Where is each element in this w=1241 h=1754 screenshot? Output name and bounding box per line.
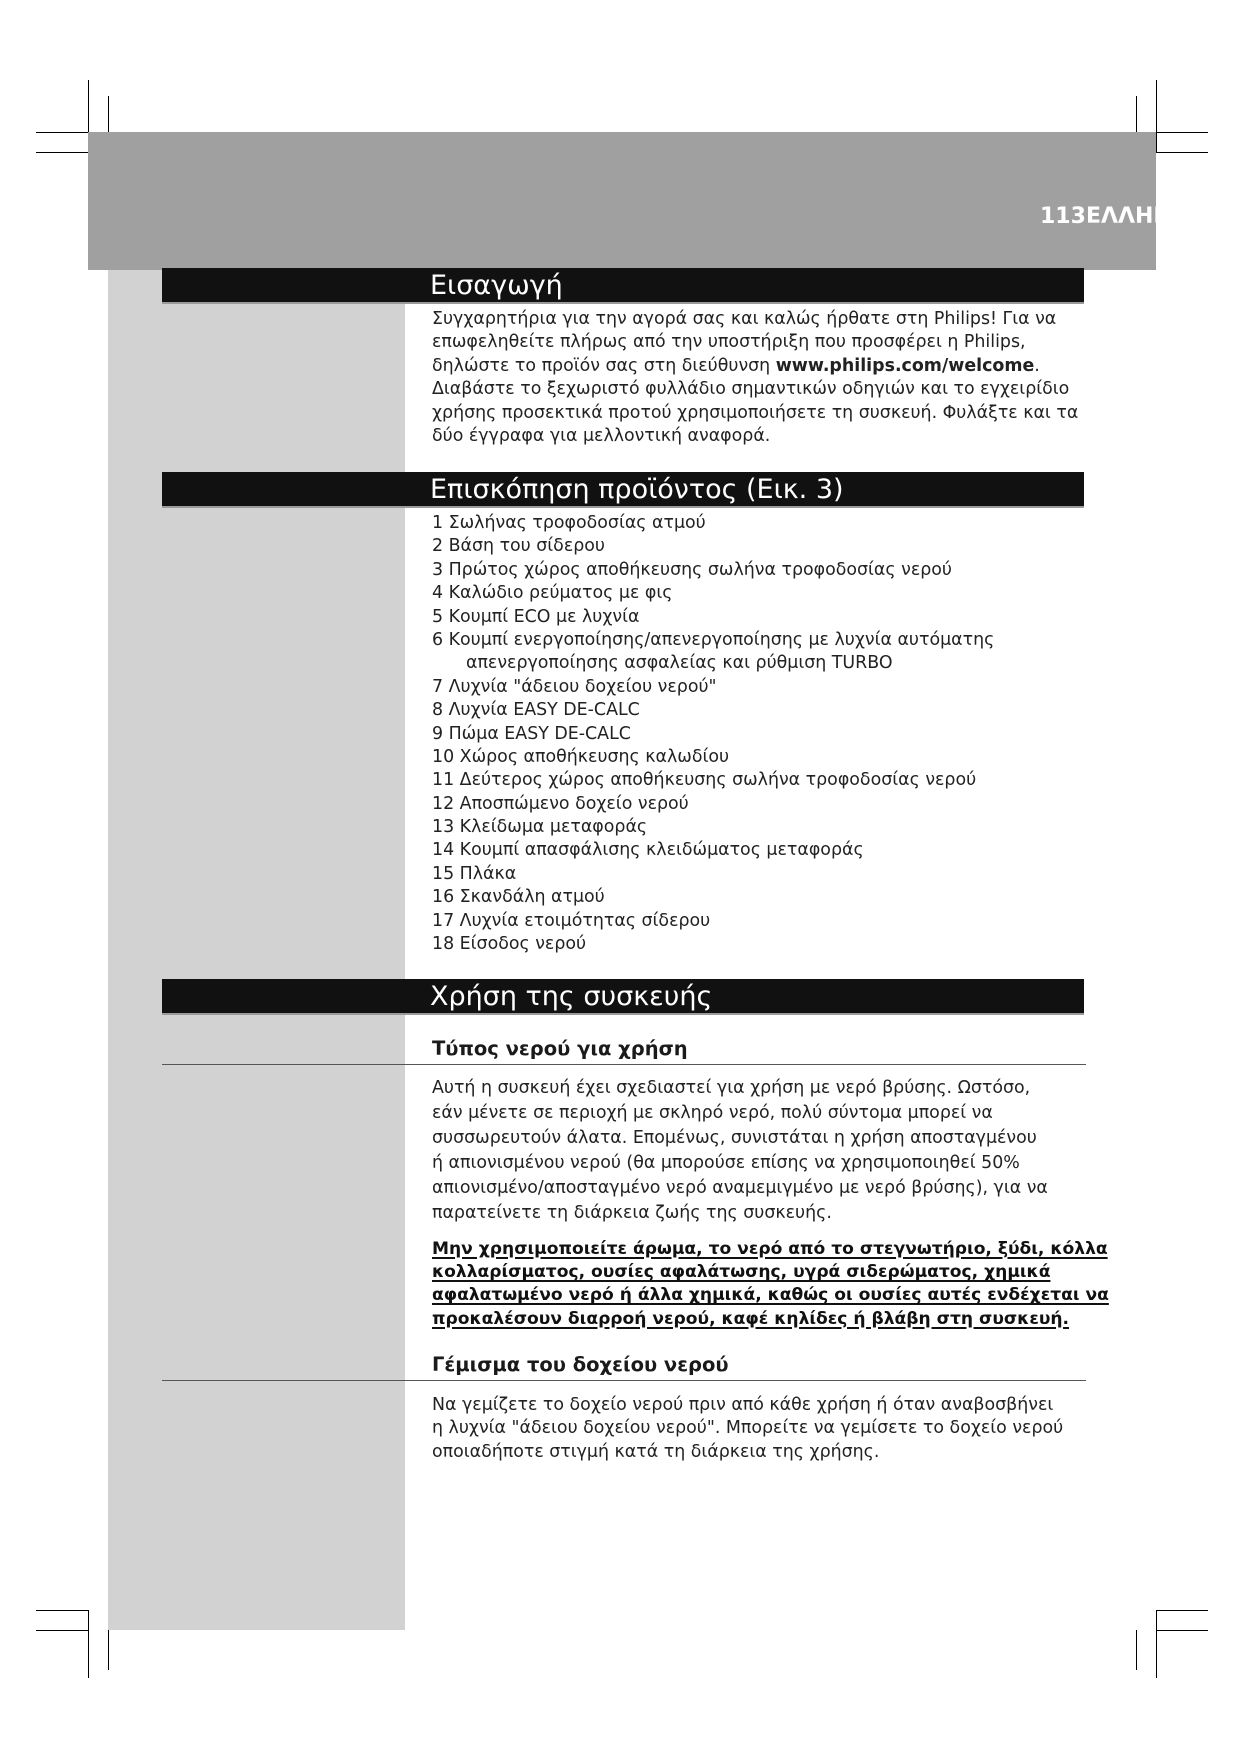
list-item-text: Αποσπώμενο δοχείο νερού — [459, 793, 689, 814]
list-item-number: 18 — [432, 934, 455, 955]
warning-line — [432, 1308, 1092, 1331]
list-item-number: 17 — [432, 910, 455, 931]
crop-mark — [1136, 96, 1137, 136]
text-line — [432, 355, 1092, 378]
filling-paragraph — [432, 1394, 1092, 1464]
list-item — [432, 699, 994, 722]
list-item — [432, 559, 994, 582]
divider — [162, 1064, 1086, 1065]
text-line: Αυτή η συσκευή έχει σχεδιαστεί για χρήση με νερό βρύσης. Ωστόσο, — [432, 1078, 1031, 1098]
intro-paragraph — [432, 308, 1092, 448]
list-item-number: 2 — [432, 536, 444, 557]
crop-mark — [1136, 1630, 1137, 1670]
crop-mark — [1156, 132, 1208, 133]
warning-line-text: προκαλέσουν διαρροή νερού, καφέ κηλίδες ή βλάβη στη συσκευή. — [432, 1308, 1070, 1329]
list-item-text: Πώμα EASY DE-CALC — [448, 723, 631, 744]
section-bar-overview — [162, 472, 1084, 508]
crop-mark — [88, 1610, 89, 1678]
list-item-text: Λυχνία ετοιμότητας σίδερου — [459, 910, 711, 931]
list-item — [432, 676, 994, 699]
list-item-text: Είσοδος νερού — [459, 934, 587, 955]
crop-mark — [36, 1630, 88, 1631]
list-item-text: Σκανδάλη ατμού — [459, 887, 605, 908]
text-line: Διαβάστε το ξεχωριστό φυλλάδιο σημαντικών οδηγιών και το εγχειρίδιο — [432, 379, 1070, 400]
list-item-number: 4 — [432, 583, 444, 604]
section-title: Χρήση της συσκευής — [430, 981, 713, 1012]
list-item — [432, 512, 994, 535]
section-title: Εισαγωγή — [430, 270, 563, 301]
list-item-number: 7 — [432, 676, 444, 697]
list-item-number: 12 — [432, 793, 455, 814]
text-line: ή απιονισμένου νερού (θα μπορούσε επίσης να χρησιμοποιηθεί 50% — [432, 1153, 1020, 1173]
crop-mark — [1156, 1610, 1157, 1678]
philips-welcome-link[interactable]: www.philips.com/welcome — [775, 355, 1035, 376]
list-item-text: Πρώτος χώρος αποθήκευσης σωλήνα τροφοδοσίας νερού — [448, 559, 952, 580]
list-item — [432, 816, 994, 839]
warning-line — [432, 1284, 1109, 1307]
warning-line — [432, 1261, 1092, 1284]
crop-mark — [1156, 152, 1208, 153]
crop-mark — [1156, 1610, 1208, 1611]
text-line: εάν μένετε σε περιοχή με σκληρό νερό, πολύ σύντομα μπορεί να — [432, 1103, 993, 1123]
text-line-part: . — [1034, 355, 1040, 376]
subheading-filling: Γέμισμα του δοχείου νερού — [432, 1353, 729, 1376]
list-item — [432, 582, 994, 605]
divider — [162, 1380, 1086, 1381]
text-line: επωφεληθείτε πλήρως από την υποστήριξη που προσφέρει η Philips, — [432, 332, 1026, 353]
text-line: συσσωρευτούν άλατα. Επομένως, συνιστάται η χρήση αποσταγμένου — [432, 1128, 1037, 1148]
list-item — [432, 793, 994, 816]
page-number: 113 — [1040, 204, 1086, 229]
list-item-text: Σωλήνας τροφοδοσίας ατμού — [448, 513, 706, 533]
crop-mark — [108, 1630, 109, 1670]
text-line: παρατείνετε τη διάρκεια ζωής της συσκευής. — [432, 1203, 832, 1223]
list-item-number: 5 — [432, 606, 444, 627]
crop-mark — [1156, 80, 1157, 152]
section-bar-intro — [162, 268, 1084, 304]
warning-line-text: Μην χρησιμοποιείτε άρωμα, το νερό από το στεγνωτήριο, ξύδι, κόλλα — [432, 1239, 1108, 1259]
list-item-number: 6 — [432, 629, 444, 650]
list-item-number: 13 — [432, 817, 455, 838]
list-item-text: Κουμπί ενεργοποίησης/απενεργοποίησης με λυχνία αυτόματης — [448, 629, 995, 650]
list-item — [432, 886, 994, 909]
text-line: χρήσης προσεκτικά προτού χρησιμοποιήσετε τη συσκευή. Φυλάξτε και τα — [432, 402, 1079, 423]
list-item-text: Κλείδωμα μεταφοράς — [459, 817, 648, 838]
list-item-continuation: απενεργοποίησης ασφαλείας και ρύθμιση TURBO — [466, 653, 893, 674]
list-item-number: 14 — [432, 840, 455, 861]
text-line: η λυχνία "άδειου δοχείου νερού". Μπορείτε να γεμίσετε το δοχείο νερού — [432, 1418, 1064, 1439]
text-line: απιονισμένο/αποσταγμένο νερό αναμεμιγμένο με νερό βρύσης), για να — [432, 1178, 1048, 1198]
list-item-number: 8 — [432, 700, 444, 721]
list-item — [432, 606, 994, 629]
list-item-number: 1 — [432, 513, 444, 533]
list-item — [432, 629, 994, 652]
crop-mark — [36, 1610, 88, 1611]
list-item-number: 11 — [432, 770, 455, 791]
crop-mark — [108, 96, 109, 136]
list-item — [432, 723, 994, 746]
crop-mark — [36, 152, 88, 153]
list-item — [432, 746, 994, 769]
list-item-text: Κουμπί ECO με λυχνία — [448, 606, 640, 627]
section-bar-usage — [162, 979, 1084, 1015]
product-parts-list — [432, 512, 994, 956]
text-line: Συγχαρητήρια για την αγορά σας και καλώς ήρθατε στη Philips! Για να — [432, 309, 1057, 329]
crop-mark — [36, 132, 88, 133]
list-item-text: Λυχνία "άδειου δοχείου νερού" — [448, 676, 717, 697]
page-label — [1040, 204, 1215, 234]
list-item-number: 9 — [432, 723, 444, 744]
crop-mark — [1156, 1630, 1208, 1631]
list-item-number: 16 — [432, 887, 455, 908]
header-band — [88, 132, 1156, 270]
list-item — [432, 839, 994, 862]
list-item-text: Χώρος αποθήκευσης καλωδίου — [459, 746, 730, 767]
warning-line — [432, 1238, 1108, 1261]
text-line: δύο έγγραφα για μελλοντική αναφορά. — [432, 426, 771, 447]
list-item-text: Δεύτερος χώρος αποθήκευσης σωλήνα τροφοδοσίας νερού — [459, 770, 977, 791]
subheading-water-type: Τύπος νερού για χρήση — [432, 1037, 688, 1060]
list-item-text: Κουμπί απασφάλισης κλειδώματος μεταφοράς — [459, 840, 864, 861]
list-item-text: Πλάκα — [459, 863, 517, 884]
warning-text — [432, 1238, 1109, 1331]
list-item — [432, 769, 994, 792]
text-line: Να γεμίζετε το δοχείο νερού πριν από κάθε χρήση ή όταν αναβοσβήνει — [432, 1395, 1054, 1415]
language-label: ΕΛΛΗΝΙΚΑ — [1085, 204, 1215, 229]
list-item — [432, 863, 994, 886]
text-line: οποιαδήποτε στιγμή κατά τη διάρκεια της χρήσης. — [432, 1441, 880, 1462]
water-type-paragraph — [432, 1076, 1092, 1226]
list-item-number: 10 — [432, 746, 455, 767]
list-item-number: 3 — [432, 559, 444, 580]
text-line-part: δηλώστε το προϊόν σας στη διεύθυνση — [432, 355, 776, 376]
warning-line-text: αφαλατωμένο νερό ή άλλα χημικά, καθώς οι ουσίες αυτές ενδέχεται να — [432, 1285, 1109, 1306]
list-item-text: Βάση του σίδερου — [448, 536, 605, 557]
list-item-text: Καλώδιο ρεύματος με φις — [448, 583, 673, 604]
list-item — [432, 933, 994, 956]
warning-line-text: κολλαρίσματος, ουσίες αφαλάτωσης, υγρά σιδερώματος, χημικά — [432, 1262, 1051, 1283]
list-item — [432, 535, 994, 558]
list-item-text: Λυχνία EASY DE-CALC — [448, 700, 640, 721]
list-item-number: 15 — [432, 863, 455, 884]
section-title: Επισκόπηση προϊόντος (Εικ. 3) — [430, 474, 844, 505]
list-item — [432, 910, 994, 933]
